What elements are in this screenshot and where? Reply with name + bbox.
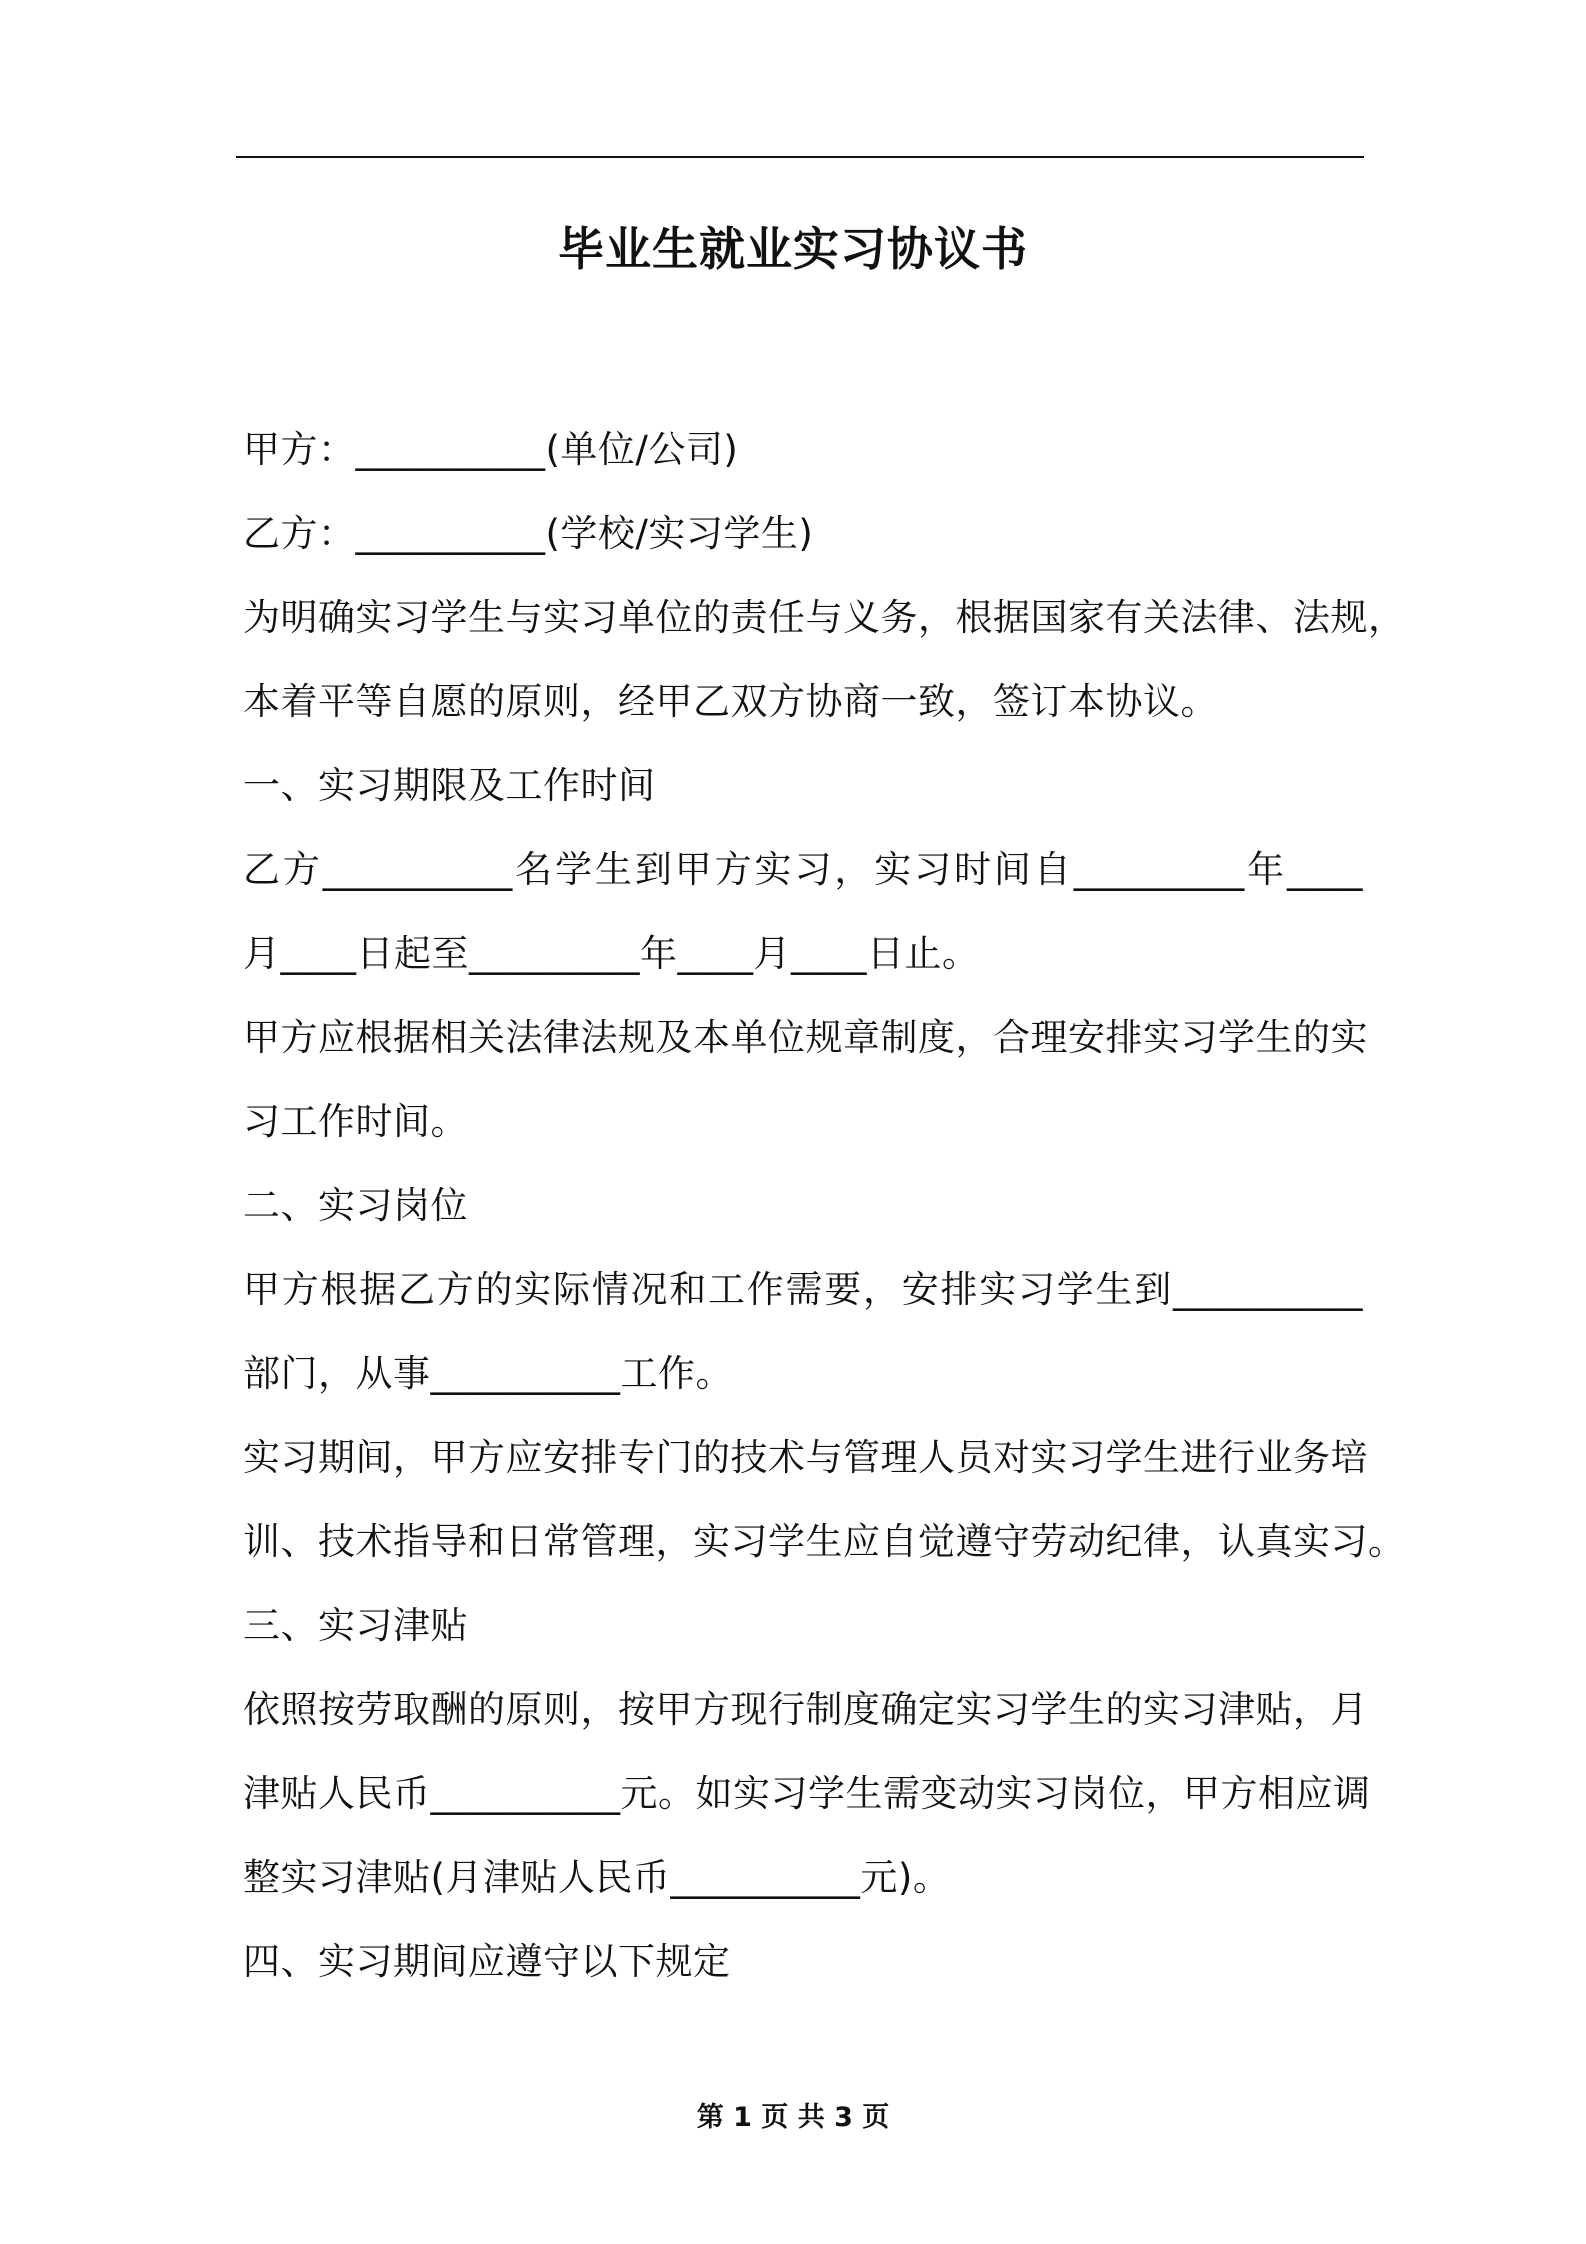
paragraph-line: 依照按劳取酬的原则，按甲方现行制度确定实习学生的实习津贴，月 [243,1688,1368,1731]
section-heading: 四、实习期间应遵守以下规定 [243,1940,731,1983]
section-heading: 二、实习岗位 [243,1184,468,1227]
paragraph-line: 训、技术指导和日常管理，实习学生应自觉遵守劳动纪律，认真实习。 [243,1520,1406,1563]
document-title: 毕业生就业实习协议书 [558,222,1028,276]
paragraph-line: 津贴人民币__________元。如实习学生需变动实习岗位，甲方相应调 [243,1772,1371,1815]
paragraph-line: 实习期间，甲方应安排专门的技术与管理人员对实习学生进行业务培 [243,1436,1368,1479]
party-a-line: 甲方：__________(单位/公司) [243,428,739,471]
paragraph-line: 整实习津贴(月津贴人民币__________元)。 [243,1856,951,1899]
document-body [243,408,1406,2004]
party-b-line: 乙方：__________(学校/实习学生) [243,512,814,555]
paragraph-line: 甲方应根据相关法律法规及本单位规章制度，合理安排实习学生的实 [243,1016,1368,1059]
paragraph-line: 乙方__________名学生到甲方实习，实习时间自_________年____ [243,848,1363,891]
header-rule [236,156,1364,158]
preamble-line: 本着平等自愿的原则，经甲乙双方协商一致，签订本协议。 [243,680,1218,723]
paragraph-line: 甲方根据乙方的实际情况和工作需要，安排实习学生到__________ [243,1268,1363,1311]
section-heading: 一、实习期限及工作时间 [243,764,656,807]
paragraph-line: 部门，从事__________工作。 [243,1352,733,1395]
section-heading: 三、实习津贴 [243,1604,468,1647]
paragraph-line: 习工作时间。 [243,1100,468,1143]
preamble-line: 为明确实习学生与实习单位的责任与义务，根据国家有关法律、法规， [243,596,1406,639]
page-number-footer: 第 1 页 共 3 页 [696,2102,890,2133]
paragraph-line: 月____日起至_________年____月____日止。 [243,932,980,975]
